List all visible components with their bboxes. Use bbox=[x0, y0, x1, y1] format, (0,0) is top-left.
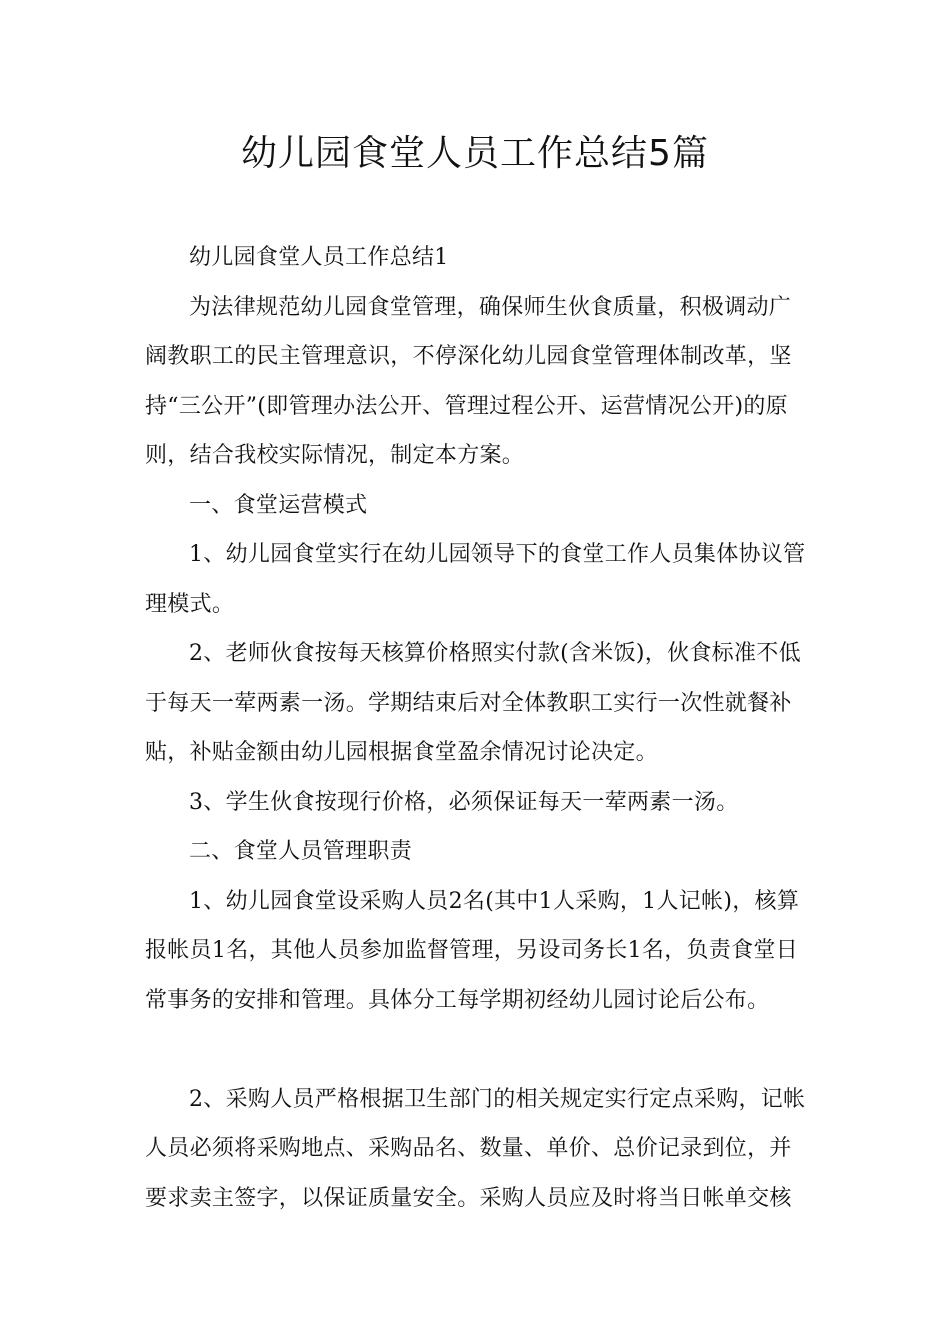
paragraph: 2、采购人员严格根据卫生部门的相关规定实行定点采购，记帐人员必须将采购地点、采购品名、数量、单价、总价记录到位，并要求卖主签字，以保证质量安全。采购人员应及时将当日帐单交核 bbox=[145, 1086, 806, 1211]
paragraph: 2、老师伙食按每天核算价格照实付款(含米饭)，伙食标准不低于每天一荤两素一汤。学期结束后对全体教职工实行一次性就餐补贴，补贴金额由幼儿园根据食堂盈余情况讨论决定。 bbox=[145, 641, 801, 765]
paragraph-gap bbox=[145, 1025, 813, 1075]
section-heading: 二、食堂人员管理职责 bbox=[189, 839, 413, 864]
paragraph: 为法律规范幼儿园食堂管理，确保师生伙食质量，积极调动广阔教职工的民主管理意识，不停深化幼儿园食堂管理体制改革，坚持“三公开”(即管理办法公开、管理过程公开、运营情况公开)的原则，结合我校实际情况，制定本方案。 bbox=[145, 294, 792, 468]
paragraph: 3、学生伙食按现行价格，必须保证每天一荤两素一汤。 bbox=[189, 789, 739, 815]
section-heading: 一、食堂运营模式 bbox=[189, 492, 368, 518]
document-title: 幼儿园食堂人员工作总结5篇 bbox=[241, 133, 709, 174]
document-body bbox=[145, 233, 813, 1223]
section-heading: 幼儿园食堂人员工作总结1 bbox=[189, 245, 449, 270]
paragraph: 1、幼儿园食堂设采购人员2名(其中1人采购，1人记帐)，核算报帐员1名，其他人员参加监督管理，另设司务长1名，负责食堂日常事务的安排和管理。具体分工每学期初经幼儿园讨论后公布。 bbox=[145, 888, 800, 1013]
paragraph: 1、幼儿园食堂实行在幼儿园领导下的食堂工作人员集体协议管理模式。 bbox=[145, 542, 806, 617]
